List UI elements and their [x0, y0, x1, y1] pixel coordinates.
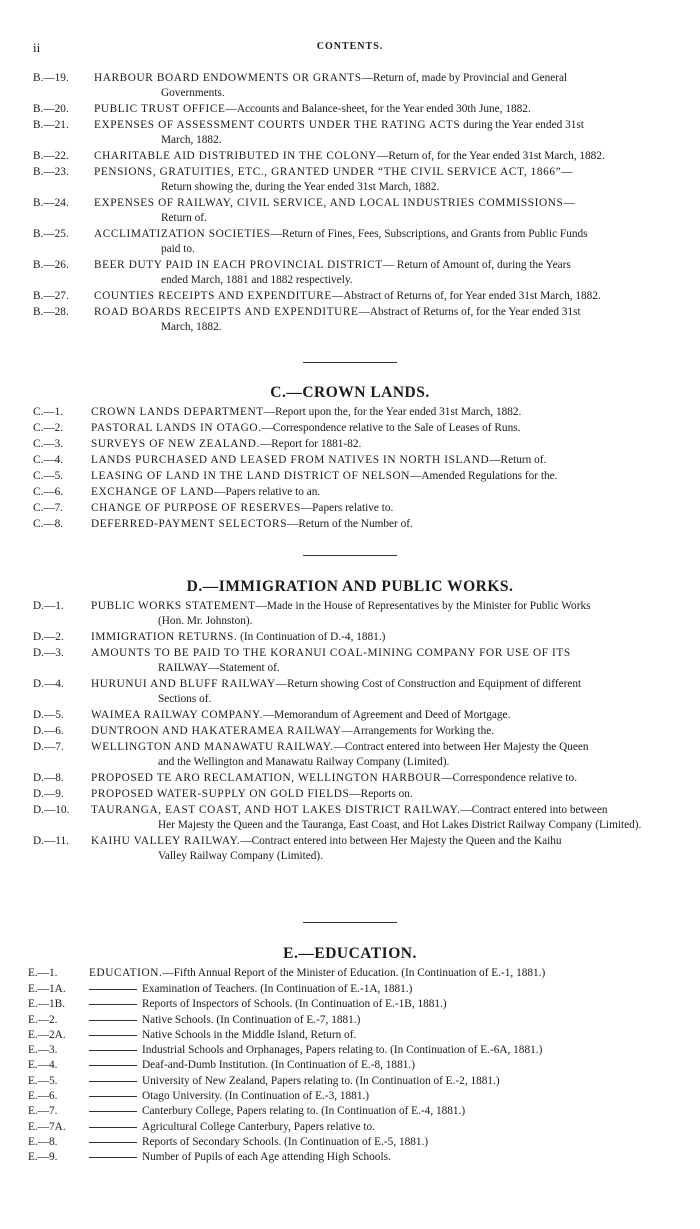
entry-description: —Report upon the, for the Year ended 31st March, 1882.	[263, 406, 522, 418]
entry-description: —Contract entered into between Her Majesty the Queen	[333, 741, 589, 753]
entry-code: E.—4.	[28, 1059, 58, 1072]
entry-description: Number of Pupils of each Age attending High Schools.	[142, 1151, 391, 1164]
entry-description: University of New Zealand, Papers relating to. (In Continuation of E.-2, 1881.)	[142, 1074, 500, 1087]
entry-description: —	[561, 166, 573, 178]
entry-code: B.—22.	[33, 150, 69, 162]
ditto-dash	[89, 989, 137, 990]
entry-code: C.—2.	[33, 422, 64, 434]
contents-entry	[0, 787, 700, 803]
entry-title: COUNTIES RECEIPTS AND EXPENDITURE	[94, 290, 332, 302]
section-e-list	[0, 966, 700, 1166]
entry-continuation: Return showing the, during the Year ended 31st March, 1882.	[161, 181, 440, 193]
entry-title: PASTORAL LANDS IN OTAGO.	[91, 422, 262, 434]
entry-text	[91, 599, 673, 629]
contents-entry	[0, 453, 700, 469]
entry-code: D.—3.	[33, 647, 64, 659]
entry-title: AMOUNTS TO BE PAID TO THE KORANUI COAL-MINING COMPANY FOR USE OF ITS	[91, 647, 571, 659]
entry-description: Canterbury College, Papers relating to. (In Continuation of E.-4, 1881.)	[142, 1105, 466, 1118]
entry-code: E.—8.	[28, 1135, 58, 1148]
entry-text	[94, 227, 673, 257]
entry-continuation: Valley Railway Company (Limited).	[158, 850, 324, 862]
entry-code: B.—25.	[33, 228, 69, 240]
entry-continuation: March, 1882.	[161, 321, 222, 333]
entry-title: BEER DUTY PAID IN EACH PROVINCIAL DISTRICT	[94, 259, 383, 271]
entry-text	[91, 771, 673, 786]
contents-entry	[0, 305, 700, 336]
entry-description: —Return of, for the Year ended 31st March, 1882.	[377, 150, 605, 162]
entry-continuation: RAILWAY—Statement of.	[158, 662, 280, 674]
contents-entry	[0, 834, 700, 865]
entry-text	[89, 1120, 673, 1135]
contents-entry	[0, 982, 700, 997]
entry-continuation: ended March, 1881 and 1882 respectively.	[161, 274, 353, 286]
entry-text	[91, 787, 673, 802]
entry-title: SURVEYS OF NEW ZEALAND.	[91, 438, 260, 450]
entry-description: —Papers relative to an.	[214, 486, 321, 498]
entry-code: B.—23.	[33, 166, 69, 178]
entry-text	[91, 437, 673, 452]
entry-title: LANDS PURCHASED AND LEASED FROM NATIVES IN NORTH ISLAND	[91, 454, 490, 466]
ditto-dash	[89, 1081, 137, 1082]
entry-code: E.—5.	[28, 1074, 58, 1087]
entry-text	[89, 1150, 673, 1165]
contents-entry	[0, 421, 700, 437]
entry-code: D.—6.	[33, 725, 64, 737]
contents-entry	[0, 599, 700, 630]
contents-entry	[0, 1043, 700, 1058]
contents-entry	[0, 997, 700, 1012]
contents-entry	[0, 118, 700, 149]
entry-description: —Return of, made by Provincial and General	[361, 72, 568, 84]
contents-entry	[0, 1028, 700, 1043]
contents-entry	[0, 677, 700, 708]
entry-text	[91, 517, 673, 532]
entry-title: LEASING OF LAND IN THE LAND DISTRICT OF NELSON	[91, 470, 411, 482]
section-heading: C.—CROWN LANDS.	[270, 384, 430, 401]
entry-description: Otago University. (In Continuation of E.-3, 1881.)	[142, 1090, 370, 1103]
ditto-dash	[89, 1065, 137, 1066]
entry-text	[91, 485, 673, 500]
entry-text	[91, 469, 673, 484]
entry-title: ACCLIMATIZATION SOCIETIES	[94, 228, 271, 240]
entry-text	[89, 1089, 673, 1104]
contents-entry	[0, 1013, 700, 1028]
entry-title: EXPENSES OF RAILWAY, CIVIL SERVICE, AND LOCAL INDUSTRIES COMMISSIONS	[94, 197, 564, 209]
section-c-list	[0, 405, 700, 533]
entry-text	[89, 1013, 673, 1028]
entry-text	[91, 724, 673, 739]
contents-entry	[0, 708, 700, 724]
entry-text	[94, 258, 673, 288]
entry-description: —Papers relative to.	[300, 502, 394, 514]
entry-title: CHANGE OF PURPOSE OF RESERVES	[91, 502, 301, 514]
entry-text	[89, 1074, 673, 1089]
section-divider	[303, 555, 397, 556]
entry-code: E.—1B.	[28, 998, 66, 1011]
entry-code: B.—24.	[33, 197, 69, 209]
contents-entry	[0, 630, 700, 646]
entry-code: B.—20.	[33, 103, 69, 115]
entry-code: E.—6.	[28, 1090, 58, 1103]
page-header	[0, 40, 700, 56]
entry-code: E.—7A.	[28, 1120, 66, 1133]
entry-text	[94, 71, 673, 101]
entry-code: D.—11.	[33, 835, 69, 847]
entry-text	[89, 1028, 673, 1043]
entry-text	[91, 453, 673, 468]
entry-description: during the Year ended 31st	[460, 119, 584, 131]
entry-title: EXPENSES OF ASSESSMENT COURTS UNDER THE RATING ACTS	[94, 119, 461, 131]
contents-entry	[0, 165, 700, 196]
contents-entry	[0, 289, 700, 305]
entry-code: D.—7.	[33, 741, 64, 753]
entry-description: —Return of.	[489, 454, 547, 466]
contents-entry	[0, 196, 700, 227]
ditto-dash	[89, 1096, 137, 1097]
entry-text	[94, 102, 673, 117]
entry-description: — Return of Amount of, during the Years	[382, 259, 571, 271]
entry-code: B.—27.	[33, 290, 69, 302]
ditto-dash	[89, 1157, 137, 1158]
contents-entry	[0, 803, 700, 834]
section-e	[0, 944, 700, 964]
entry-description: —Arrangements for Working the.	[341, 725, 495, 737]
ditto-dash	[89, 1050, 137, 1051]
section-heading: D.—IMMIGRATION AND PUBLIC WORKS.	[186, 578, 514, 595]
entry-description: —Amended Regulations for the.	[410, 470, 558, 482]
entry-description: Industrial Schools and Orphanages, Papers relating to. (In Continuation of E.-6A, 1881.)	[142, 1044, 543, 1057]
entry-text	[91, 677, 673, 707]
section-c	[0, 383, 700, 403]
entry-text	[94, 305, 673, 335]
entry-description: —Fifth Annual Report of the Minister of Education. (In Continuation of E.-1, 1881.)	[162, 967, 546, 979]
entry-title: PUBLIC WORKS STATEMENT	[91, 600, 256, 612]
entry-continuation: Sections of.	[158, 693, 212, 705]
entry-continuation: Return of.	[161, 212, 207, 224]
entry-description: —Correspondence relative to.	[441, 772, 578, 784]
contents-entry	[0, 1120, 700, 1135]
ditto-dash	[89, 1111, 137, 1112]
contents-entry	[0, 485, 700, 501]
entry-title: CROWN LANDS DEPARTMENT	[91, 406, 264, 418]
section-heading: E.—EDUCATION.	[283, 945, 417, 962]
entry-continuation: Her Majesty the Queen and the Tauranga, East Coast, and Hot Lakes District Railway Company (Limited).	[158, 819, 642, 831]
section-d-list	[0, 599, 700, 865]
ditto-dash	[89, 1127, 137, 1128]
entry-continuation: Governments.	[161, 87, 225, 99]
entry-title: PROPOSED TE ARO RECLAMATION, WELLINGTON HARBOUR	[91, 772, 442, 784]
section-divider	[303, 922, 397, 923]
entry-title: PUBLIC TRUST OFFICE	[94, 103, 226, 115]
entry-description: —Correspondence relative to the Sale of Leases of Runs.	[261, 422, 521, 434]
entry-title: KAIHU VALLEY RAILWAY.	[91, 835, 241, 847]
entry-text	[89, 982, 673, 997]
entry-text	[94, 289, 673, 304]
entry-description: —Return showing Cost of Construction and Equipment of different	[275, 678, 582, 690]
entry-title: WAIMEA RAILWAY COMPANY.	[91, 709, 263, 721]
entry-code: E.—1.	[28, 967, 58, 979]
page-title: CONTENTS.	[316, 41, 384, 52]
entry-code: E.—2.	[28, 1013, 58, 1026]
entry-text	[91, 421, 673, 436]
entry-code: E.—7.	[28, 1105, 58, 1118]
entry-description: Native Schools in the Middle Island, Return of.	[142, 1028, 357, 1041]
entry-description: Reports of Secondary Schools. (In Continuation of E.-5, 1881.)	[142, 1135, 429, 1148]
entry-continuation: March, 1882.	[161, 134, 222, 146]
entry-code: C.—7.	[33, 502, 64, 514]
entry-code: D.—8.	[33, 772, 64, 784]
entry-description: —Contract entered into between	[460, 804, 608, 816]
ditto-dash	[89, 1035, 137, 1036]
entry-title: PROPOSED WATER-SUPPLY ON GOLD FIELDS	[91, 788, 350, 800]
contents-entry	[0, 227, 700, 258]
entry-description: —Abstract of Returns of, for Year ended 31st March, 1882.	[331, 290, 601, 302]
contents-entry	[0, 1074, 700, 1089]
entry-title: ROAD BOARDS RECEIPTS AND EXPENDITURE	[94, 306, 359, 318]
contents-entry	[0, 646, 700, 677]
page-number: ii	[33, 40, 41, 55]
entry-title: TAURANGA, EAST COAST, AND HOT LAKES DISTRICT RAILWAY.	[91, 804, 461, 816]
contents-entry	[0, 102, 700, 118]
entry-text	[94, 149, 673, 164]
entry-text	[91, 803, 673, 833]
entry-code: E.—1A.	[28, 983, 66, 995]
entry-text	[94, 165, 673, 195]
entry-code: C.—3.	[33, 438, 64, 450]
entry-code: C.—1.	[33, 406, 64, 418]
entry-code: C.—4.	[33, 454, 64, 466]
entry-description: —Reports on.	[349, 788, 413, 800]
entry-title: WELLINGTON AND MANAWATU RAILWAY.	[91, 741, 334, 753]
entry-description: —Return of Fines, Fees, Subscriptions, and Grants from Public Funds	[270, 228, 588, 240]
entry-description: Native Schools. (In Continuation of E.-7, 1881.)	[142, 1013, 361, 1026]
entry-description: —	[563, 197, 575, 209]
entry-description: —Report for 1881-82.	[259, 438, 362, 450]
entry-code: D.—9.	[33, 788, 64, 800]
entry-description: —Return of the Number of.	[287, 518, 413, 530]
entry-code: D.—2.	[33, 631, 64, 643]
entry-code: D.—10.	[33, 804, 70, 816]
entry-code: C.—5.	[33, 470, 64, 482]
entry-code: D.—4.	[33, 678, 64, 690]
entry-text	[89, 1043, 673, 1058]
entry-text	[91, 501, 673, 516]
entry-title: IMMIGRATION RETURNS.	[91, 631, 238, 643]
entry-description: Reports of Inspectors of Schools. (In Continuation of E.-1B, 1881.)	[142, 998, 447, 1011]
contents-entry	[0, 501, 700, 517]
entry-text	[89, 1104, 673, 1119]
contents-entry	[0, 258, 700, 289]
entry-code: E.—9.	[28, 1151, 58, 1164]
section-d	[0, 577, 700, 597]
entry-code: E.—3.	[28, 1044, 58, 1057]
entry-description: Deaf-and-Dumb Institution. (In Continuation of E.-8, 1881.)	[142, 1059, 415, 1072]
entry-title: HURUNUI AND BLUFF RAILWAY	[91, 678, 276, 690]
contents-entry	[0, 1089, 700, 1104]
entry-code: B.—28.	[33, 306, 69, 318]
entry-text	[91, 646, 673, 676]
section-divider	[303, 362, 397, 363]
entry-title: EXCHANGE OF LAND	[91, 486, 215, 498]
entry-code: D.—5.	[33, 709, 64, 721]
entry-title: EDUCATION.	[89, 967, 163, 979]
entry-code: B.—19.	[33, 72, 69, 84]
entry-continuation: and the Wellington and Manawatu Railway Company (Limited).	[158, 756, 450, 768]
entry-description: Agricultural College Canterbury, Papers relative to.	[142, 1120, 375, 1133]
contents-entry	[0, 740, 700, 771]
section-b-list	[0, 71, 700, 336]
entry-text	[91, 405, 673, 420]
entry-description: Examination of Teachers. (In Continuation of E.-1A, 1881.)	[142, 983, 413, 995]
entry-title: PENSIONS, GRATUITIES, ETC., GRANTED UNDER “THE CIVIL SERVICE ACT, 1866”	[94, 166, 562, 178]
contents-entry	[0, 437, 700, 453]
entry-text	[91, 834, 673, 864]
contents-entry	[0, 517, 700, 533]
entry-code: D.—1.	[33, 600, 64, 612]
entry-text	[94, 196, 673, 226]
entry-text	[91, 708, 673, 723]
entry-title: CHARITABLE AID DISTRIBUTED IN THE COLONY	[94, 150, 378, 162]
entry-description: —Abstract of Returns of, for the Year ended 31st	[358, 306, 581, 318]
entry-text	[89, 1135, 673, 1150]
entry-code: E.—2A.	[28, 1028, 66, 1041]
entry-description: —Memorandum of Agreement and Deed of Mortgage.	[262, 709, 511, 721]
contents-entry	[0, 724, 700, 740]
entry-description: (In Continuation of D.-4, 1881.)	[237, 631, 386, 643]
entry-code: B.—26.	[33, 259, 69, 271]
contents-entry	[0, 1104, 700, 1119]
contents-entry	[0, 966, 700, 982]
entry-description: —Made in the House of Representatives by the Minister for Public Works	[255, 600, 591, 612]
entry-code: C.—6.	[33, 486, 64, 498]
contents-entry	[0, 405, 700, 421]
entry-text	[89, 966, 673, 981]
contents-entry	[0, 1135, 700, 1150]
entry-title: HARBOUR BOARD ENDOWMENTS OR GRANTS	[94, 72, 362, 84]
entry-title: DEFERRED-PAYMENT SELECTORS	[91, 518, 288, 530]
entry-text	[89, 997, 673, 1012]
contents-entry	[0, 149, 700, 165]
ditto-dash	[89, 1020, 137, 1021]
contents-entry	[0, 1058, 700, 1073]
entry-description: —Accounts and Balance-sheet, for the Year ended 30th June, 1882.	[225, 103, 531, 115]
contents-entry	[0, 771, 700, 787]
entry-continuation: paid to.	[161, 243, 195, 255]
ditto-dash	[89, 1142, 137, 1143]
entry-description: —Contract entered into between Her Majesty the Queen and the Kaihu	[240, 835, 562, 847]
entry-text	[94, 118, 673, 148]
entry-text	[89, 1058, 673, 1073]
entry-text	[91, 630, 673, 645]
entry-title: DUNTROON AND HAKATERAMEA RAILWAY	[91, 725, 342, 737]
contents-entry	[0, 71, 700, 102]
contents-entry	[0, 1150, 700, 1165]
entry-code: B.—21.	[33, 119, 69, 131]
contents-entry	[0, 469, 700, 485]
entry-code: C.—8.	[33, 518, 64, 530]
entry-text	[91, 740, 673, 770]
entry-continuation: (Hon. Mr. Johnston).	[158, 615, 253, 627]
ditto-dash	[89, 1004, 137, 1005]
